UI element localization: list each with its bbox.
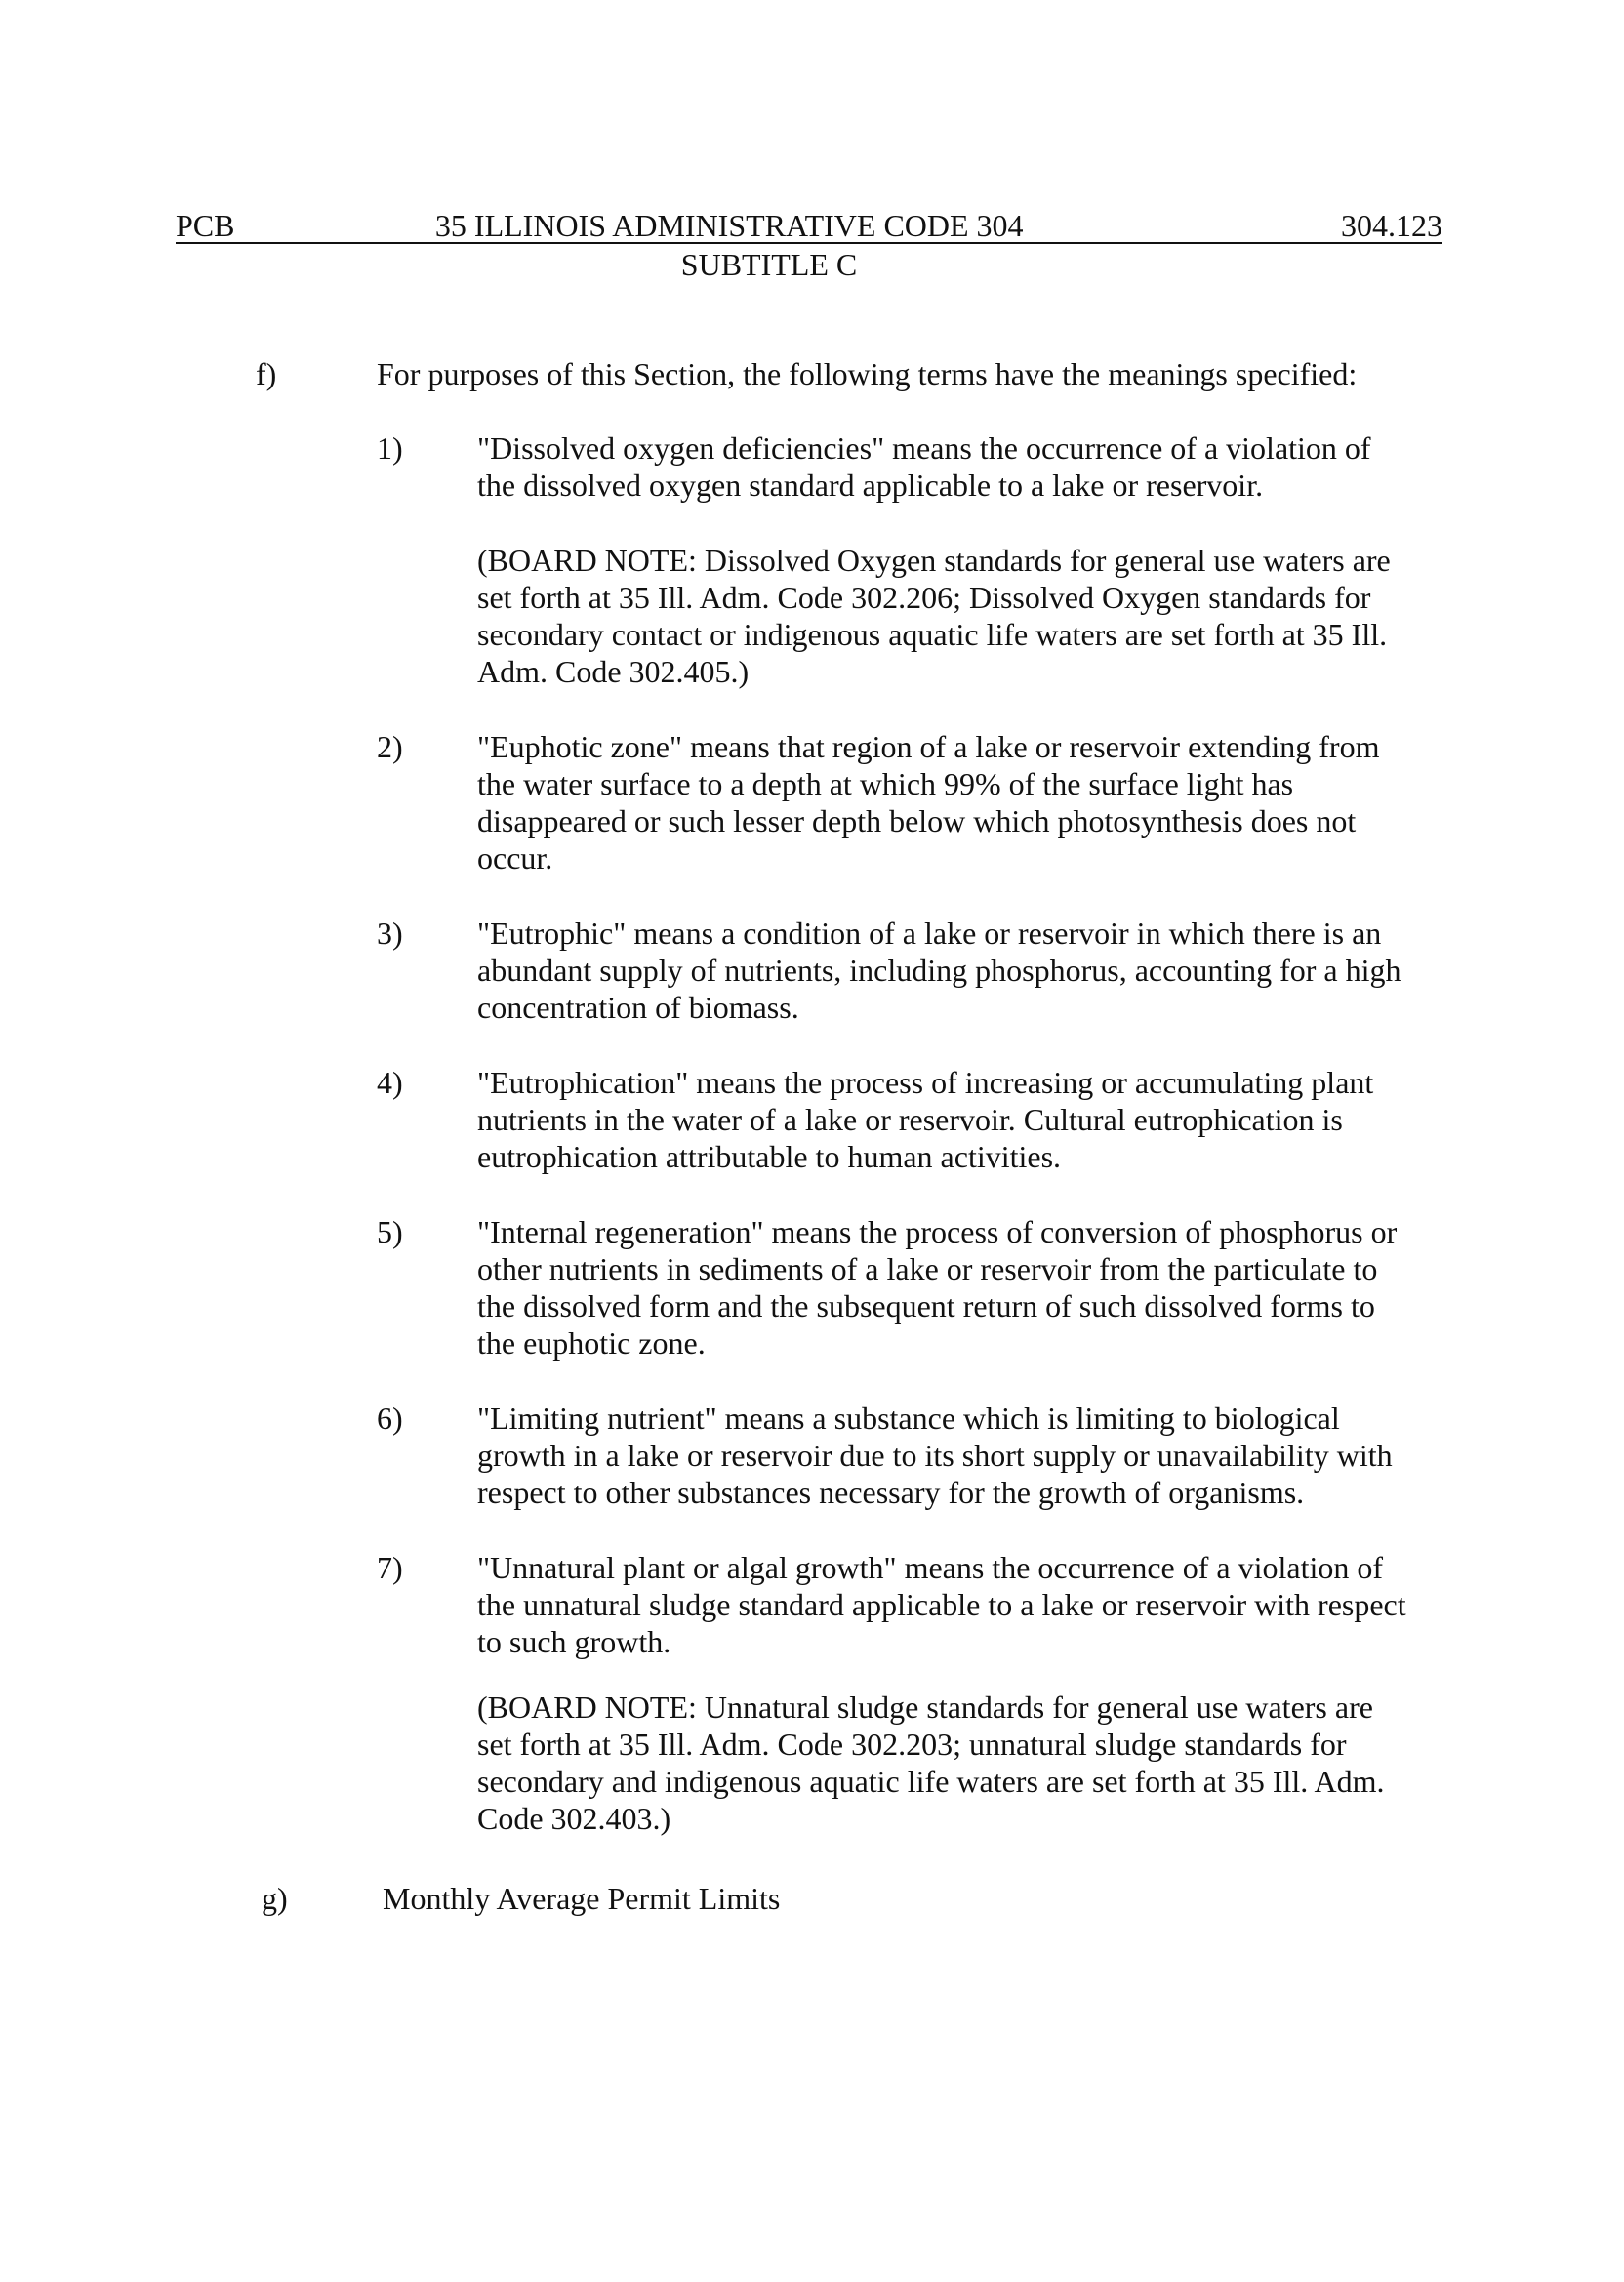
text-line: other nutrients in sediments of a lake or reservoir from the particulate to (477, 1251, 1378, 1286)
text-line: (BOARD NOTE: Unnatural sludge standards for general use waters are (477, 1690, 1373, 1725)
text-line: to such growth. (477, 1624, 671, 1659)
text-line: concentration of biomass. (477, 990, 799, 1025)
item-2-marker: 2) (377, 729, 403, 764)
item-4-text (477, 1064, 1453, 1175)
item-3-text (477, 915, 1453, 1026)
text-line: "Limiting nutrient" means a substance which is limiting to biological (477, 1401, 1340, 1436)
text-line: abundant supply of nutrients, including phosphorus, accounting for a high (477, 953, 1401, 988)
text-line: the water surface to a depth at which 99% of the surface light has (477, 766, 1294, 801)
text-line: the euphotic zone. (477, 1325, 706, 1361)
text-line: set forth at 35 Ill. Adm. Code 302.203; unnatural sludge standards for (477, 1727, 1347, 1762)
text-line: secondary contact or indigenous aquatic life waters are set forth at 35 Ill. (477, 617, 1388, 652)
section-g-marker: g) (262, 1881, 288, 1916)
item-2-text (477, 728, 1453, 876)
text-line: Adm. Code 302.405.) (477, 654, 750, 689)
header-subtitle-row (0, 246, 1624, 283)
item-6-text (477, 1400, 1453, 1511)
text-line: (BOARD NOTE: Dissolved Oxygen standards for general use waters are (477, 543, 1391, 578)
text-line: "Euphotic zone" means that region of a lake or reservoir extending from (477, 729, 1380, 764)
text-line: occur. (477, 840, 553, 876)
text-line: eutrophication attributable to human activities. (477, 1139, 1062, 1174)
text-line: the dissolved form and the subsequent return of such dissolved forms to (477, 1288, 1375, 1324)
text-line: respect to other substances necessary for the growth of organisms. (477, 1475, 1305, 1510)
item-7-marker: 7) (377, 1550, 403, 1585)
header-agency: PCB (176, 208, 235, 243)
text-line: disappeared or such lesser depth below which photosynthesis does not (477, 803, 1357, 838)
text-line: "Eutrophication" means the process of increasing or accumulating plant (477, 1065, 1374, 1100)
header-rule (176, 242, 1442, 244)
item-3-marker: 3) (377, 916, 403, 951)
text-line: "Dissolved oxygen deficiencies" means the occurrence of a violation of (477, 430, 1371, 466)
item-1-marker: 1) (377, 430, 403, 466)
running-header (176, 207, 1442, 244)
header-subtitle: SUBTITLE C (680, 247, 858, 282)
text-line: Code 302.403.) (477, 1801, 671, 1836)
item-1-text (477, 429, 1453, 504)
section-f-text: For purposes of this Section, the following terms have the meanings specified: (377, 356, 1358, 391)
text-line: "Unnatural plant or algal growth" means the occurrence of a violation of (477, 1550, 1384, 1585)
text-line: "Eutrophic" means a condition of a lake or reservoir in which there is an (477, 916, 1382, 951)
header-section-number: 304.123 (1340, 208, 1442, 243)
text-line: the dissolved oxygen standard applicable to a lake or reservoir. (477, 468, 1264, 503)
item-1-board-note (477, 542, 1453, 690)
text-line: growth in a lake or reservoir due to its short supply or unavailability with (477, 1438, 1393, 1473)
text-line: set forth at 35 Ill. Adm. Code 302.206; Dissolved Oxygen standards for (477, 580, 1371, 615)
text-line: secondary and indigenous aquatic life waters are set forth at 35 Ill. Adm. (477, 1764, 1385, 1799)
text-line: the unnatural sludge standard applicable to a lake or reservoir with respect (477, 1587, 1406, 1622)
header-code-title: 35 ILLINOIS ADMINISTRATIVE CODE 304 (434, 208, 1024, 243)
item-5-marker: 5) (377, 1214, 403, 1249)
item-5-text (477, 1213, 1453, 1362)
item-7-text (477, 1549, 1453, 1660)
item-6-marker: 6) (377, 1401, 403, 1436)
item-4-marker: 4) (377, 1065, 403, 1100)
text-line: nutrients in the water of a lake or reservoir. Cultural eutrophication is (477, 1102, 1343, 1137)
item-7-board-note (477, 1689, 1453, 1837)
text-line: "Internal regeneration" means the process of conversion of phosphorus or (477, 1214, 1398, 1249)
section-g-text: Monthly Average Permit Limits (383, 1881, 781, 1916)
section-f-marker: f) (256, 356, 277, 391)
